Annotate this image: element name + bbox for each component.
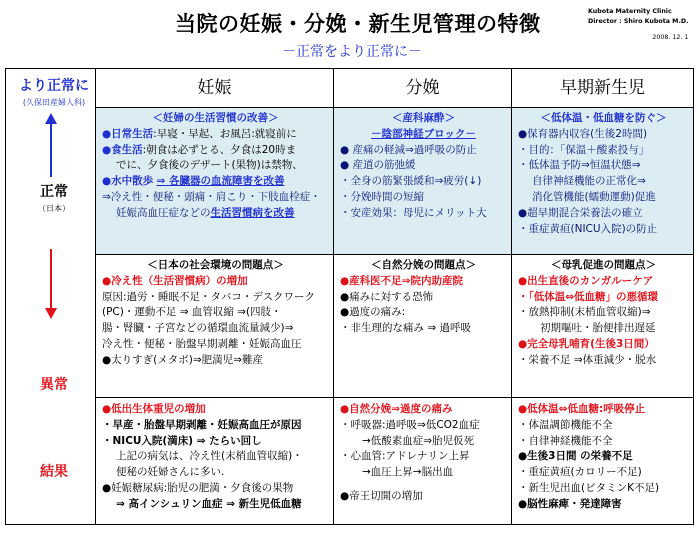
cell-delivery-problems: ＜自然分娩の問題点＞ ●産科医不足⇒院内助産院 ●痛みに対する恐怖 ●過度の痛み: ・非生理的な痛み ⇒ 過呼吸 <box>334 255 512 398</box>
more-normal-label: より正常に (久保田産婦人科) <box>19 78 89 107</box>
page-title: 当院の妊娠・分娩・新生児管理の特徴 <box>175 12 541 36</box>
cell-newborn-problems: ＜母乳促進の問題点＞ ●出生直後のカンガルーケア ・「低体温⇔低血糖」の悪循環 ・放熱抑制(末梢血管収縮)⇒ 初期嘔吐・胎便排出遅延 ●完全母乳哺育(生後3日間） ・栄養不足 ⇒体重減少・脱水 <box>512 255 694 398</box>
arrow-down-icon <box>44 249 58 319</box>
cell-newborn-results: ●低体温⇔低血糖:呼吸停止 ・体温調節機能不全 ・自律神経機能不全 ●生後3日間 の栄養不足 ・重症黄疸(カロリー不足) ・新生児出血(ビタミンK不足) ●脳性麻痺・発達障害 <box>512 398 694 525</box>
cell-pregnancy-problems: ＜日本の社会環境の問題点＞ ●冷え性（生活習慣病）の増加 原因:過労・睡眠不足・タバコ・デスクワーク (PC)・運動不足 ⇒ 血管収縮 ⇒(四肢・ 腸・腎臓・子宮などの循環血流量減少)⇒ 冷え性・便秘・胎盤早期剥離・妊娠高血圧 ●太りすぎ(メタボ)⇒肥満児⇒難産 <box>96 255 334 398</box>
abnormal-label: 異常 <box>40 377 68 393</box>
column-header-delivery: 分娩 <box>334 69 512 108</box>
cell-delivery-results: ●自然分娩⇒過度の痛み ・呼吸器:過呼吸⇒低CO2血症 →低酸素血症⇒胎児仮死 ・心血管:アドレナリン上昇 →血圧上昇→脳出血 ●帝王切開の増加 <box>334 398 512 525</box>
clinic-director: Director : Shiro Kubota M.D. <box>588 17 689 25</box>
arrow-up-icon <box>44 113 58 177</box>
column-header-newborn: 早期新生児 <box>512 69 694 108</box>
normal-label: 正常 （日本） <box>38 184 70 213</box>
left-axis-column <box>6 69 96 525</box>
cell-pregnancy-improvement: ＜妊婦の生活習慣の改善＞ ●日常生活:早寝・早起、お風呂:就寝前に ●食生活:朝食は必ずとる、夕食は20時ま でに、夕食後のデザート(果物)は禁物、 ●水中散歩 ⇒ 各臓器の血流障害を改善 ⇒冷え性・便秘・頭痛・肩こり・下肢血栓症・ 妊娠高血圧症などの生活習慣病を改善 <box>96 108 334 255</box>
comparison-table <box>5 68 694 525</box>
clinic-name: Kubota Maternity Clinic <box>588 8 672 15</box>
page-subtitle: －正常をより正常に－ <box>282 44 422 60</box>
document-date: 2008. 12. 1 <box>652 34 689 41</box>
result-label: 結果 <box>40 464 68 480</box>
clinic-info <box>588 7 688 43</box>
column-header-pregnancy: 妊娠 <box>96 69 334 108</box>
cell-newborn-prevention: ＜低体温・低血糖を防ぐ＞ ●保育器内収容(生後2時間) ・目的：「保温＋酸素投与」 ・低体温予防⇒恒温状態⇒ 自律神経機能の正常化⇒ 消化管機能(蠕動運動)促進 ●超早期混合栄養法の確立 ・重症黄疸(NICU入院)の防止 <box>512 108 694 255</box>
cell-delivery-anesthesia: ＜産科麻酔＞ －陰部神経ブロック－ ● 産痛の軽減⇒過呼吸の防止 ● 産道の筋弛緩 ・全身の筋緊張緩和⇒疲労(↓) ・分娩時間の短縮 ・安産効果：母児にメリット大 <box>334 108 512 255</box>
cell-pregnancy-results: ●低出生体重児の増加 ・早産・胎盤早期剥離・妊娠高血圧が原因 ・NICU入院(満床) ⇒ たらい回し 上記の病気は、冷え性(末梢血管収縮)・ 便秘の妊婦さんに多い. ●妊娠糖尿病:胎児の肥満・夕食後の果物 ⇒ 高インシュリン血症 ⇒ 新生児低血糖 <box>96 398 334 525</box>
